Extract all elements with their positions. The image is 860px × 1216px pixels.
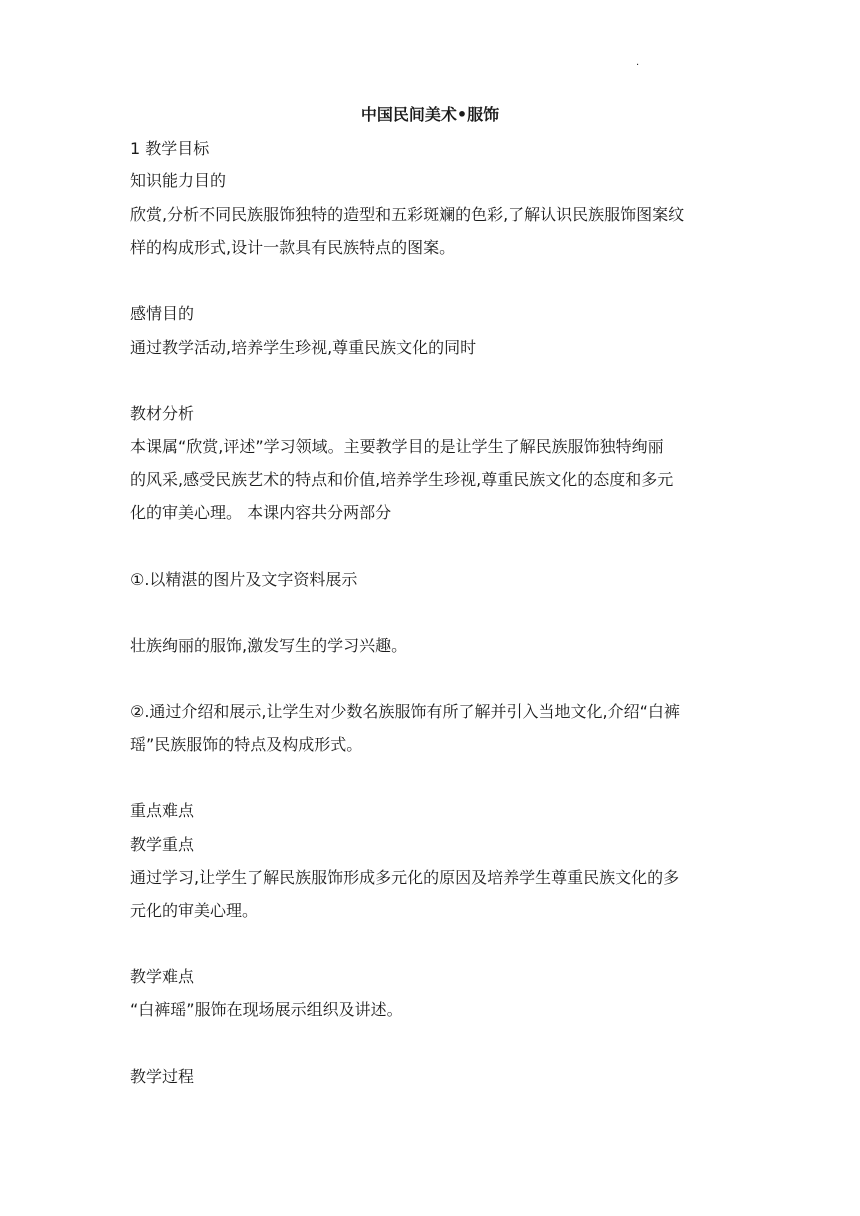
paragraph-line: 通过教学活动,培养学生珍视,尊重民族文化的同时 [130,338,477,357]
section-heading-objectives: 1 教学目标 [130,139,210,158]
subheading-teaching-process: 教学过程 [130,1067,195,1086]
subheading-difficulties: 教学难点 [130,967,195,986]
list-item: ②.通过介绍和展示,让学生对少数名族服饰有所了解并引入当地文化,介绍“白裤 [130,702,680,721]
header-dot: . [636,57,640,68]
paragraph-line: 欣赏,分析不同民族服饰独特的造型和五彩斑斓的色彩,了解认识民族服饰图案纹 [130,205,685,224]
subheading-emotion: 感情目的 [130,304,195,323]
document-title: 中国民间美术•服饰 [360,105,500,124]
paragraph-line: 本课属“欣赏,评述”学习领域。主要教学目的是让学生了解民族服饰独特绚丽 [130,437,664,456]
paragraph-line: 的风采,感受民族艺术的特点和价值,培养学生珍视,尊重民族文化的态度和多元 [130,470,674,489]
paragraph-line: 通过学习,让学生了解民族服饰形成多元化的原因及培养学生尊重民族文化的多 [130,868,680,887]
subheading-textbook-analysis: 教材分析 [130,404,195,423]
paragraph-line: 化的审美心理。 本课内容共分两部分 [130,503,392,522]
list-item: ①.以精湛的图片及文字资料展示 [130,570,358,589]
paragraph-line: 壮族绚丽的服饰,激发写生的学习兴趣。 [130,636,408,655]
paragraph-line: 元化的审美心理。 [130,901,259,920]
subheading-key-points: 教学重点 [130,835,195,854]
paragraph-line: 瑶”民族服饰的特点及构成形式。 [130,735,363,754]
paragraph-line: 样的构成形式,设计一款具有民族特点的图案。 [130,238,456,257]
paragraph-line: “白裤瑶”服饰在现场展示组织及讲述。 [130,1000,403,1019]
subheading-key-difficult: 重点难点 [130,801,195,820]
subheading-knowledge: 知识能力目的 [130,171,227,190]
